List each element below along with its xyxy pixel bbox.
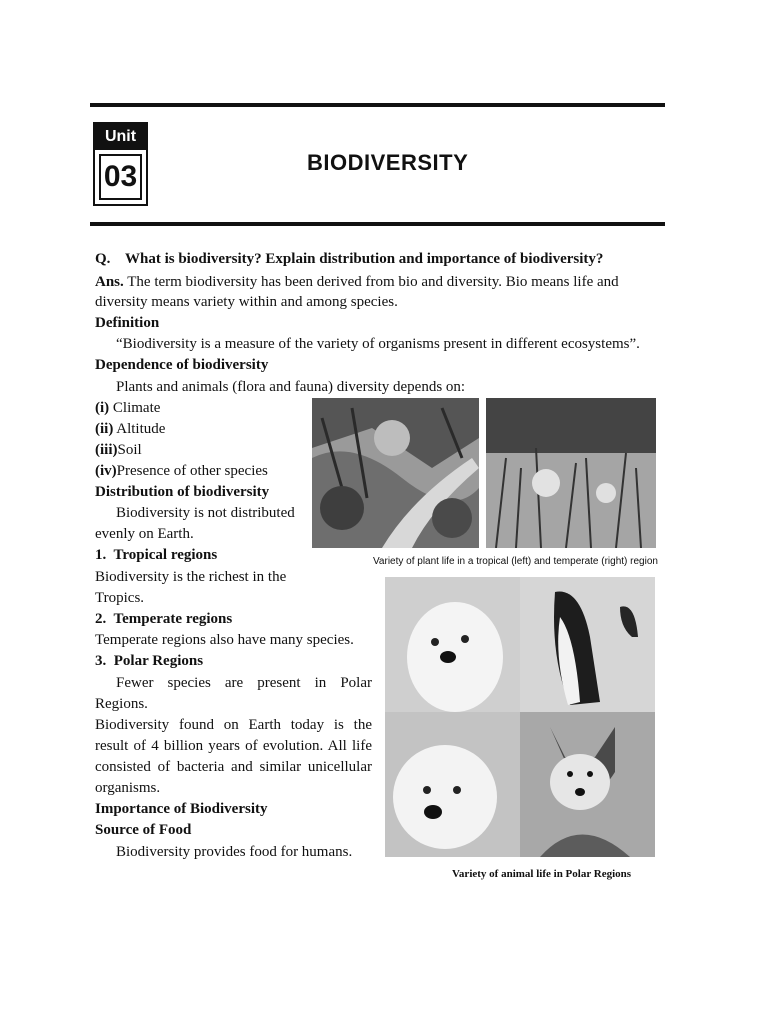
item-text: Altitude (113, 421, 166, 437)
unit-label: Unit (95, 124, 146, 150)
region-heading-temperate: 2. Temperate regions (95, 611, 233, 627)
dependence-item-3 (95, 440, 142, 460)
region-text-polar-1: Fewer species are present in Polar (116, 675, 372, 691)
region-text-temperate-1: Temperate regions also have many species. (95, 632, 354, 648)
dependence-item-2 (95, 419, 165, 439)
polar-bear-cub-photo (385, 712, 520, 857)
dependence-item-1 (95, 398, 160, 418)
answer-line-1 (95, 272, 659, 292)
answer-line-2: diversity means variety within and among species. (95, 294, 398, 310)
chapter-title: BIODIVERSITY (307, 150, 469, 175)
header-bottom-rule (90, 222, 665, 226)
importance-heading: Importance of Biodiversity (95, 801, 268, 817)
food-subheading: Source of Food (95, 822, 192, 838)
answer-label: Ans. (95, 274, 124, 290)
question-text: What is biodiversity? Explain distribution and importance of biodiversity? (125, 251, 604, 267)
item-number: (iv) (95, 463, 117, 479)
definition-text: “Biodiversity is a measure of the variety of organisms present in different ecosystems”. (116, 336, 640, 352)
item-number: (iii) (95, 442, 118, 458)
region-text-tropical-1: Biodiversity is the richest in the (95, 569, 287, 585)
unit-badge (93, 122, 148, 206)
definition-heading: Definition (95, 315, 160, 331)
tropical-forest-photo (312, 398, 479, 548)
animal-figure-caption: Variety of animal life in Polar Regions (452, 868, 632, 880)
dependence-intro: Plants and animals (flora and fauna) diversity depends on: (116, 379, 466, 395)
evolution-line-1: Biodiversity found on Earth today is the (95, 717, 372, 733)
distribution-line-2: evenly on Earth. (95, 526, 194, 542)
plant-figure-caption: Variety of plant life in a tropical (left) and temperate (right) region (373, 556, 658, 567)
arctic-fox-photo (520, 712, 655, 857)
penguins-photo (520, 577, 655, 712)
food-text: Biodiversity provides food for humans. (116, 844, 353, 860)
temperate-meadow-photo (486, 398, 656, 548)
item-number: (i) (95, 400, 110, 416)
top-rule (90, 103, 665, 107)
region-text-tropical-2: Tropics. (95, 590, 145, 606)
polar-bear-photo (385, 577, 520, 712)
item-number: (ii) (95, 421, 114, 437)
dependence-item-4 (95, 461, 268, 481)
unit-number: 03 (99, 154, 142, 200)
distribution-line-1: Biodiversity is not distributed (116, 505, 295, 521)
distribution-heading: Distribution of biodiversity (95, 484, 270, 500)
question-prefix: Q. (95, 251, 111, 267)
item-text: Soil (117, 442, 142, 458)
region-text-polar-2: Regions. (95, 696, 148, 712)
evolution-line-4: organisms. (95, 780, 161, 796)
answer-text-1: The term biodiversity has been derived from bio and diversity. Bio means life and (127, 274, 619, 290)
item-text: Presence of other species (116, 463, 268, 479)
evolution-line-2: result of 4 billion years of evolution. All life (95, 738, 372, 754)
region-heading-polar: 3. Polar Regions (95, 653, 204, 669)
dependence-heading: Dependence of biodiversity (95, 357, 269, 373)
evolution-line-3: consisted of bacteria and similar unicellular (95, 759, 372, 775)
item-text: Climate (109, 400, 161, 416)
region-heading-tropical: 1. Tropical regions (95, 547, 218, 563)
